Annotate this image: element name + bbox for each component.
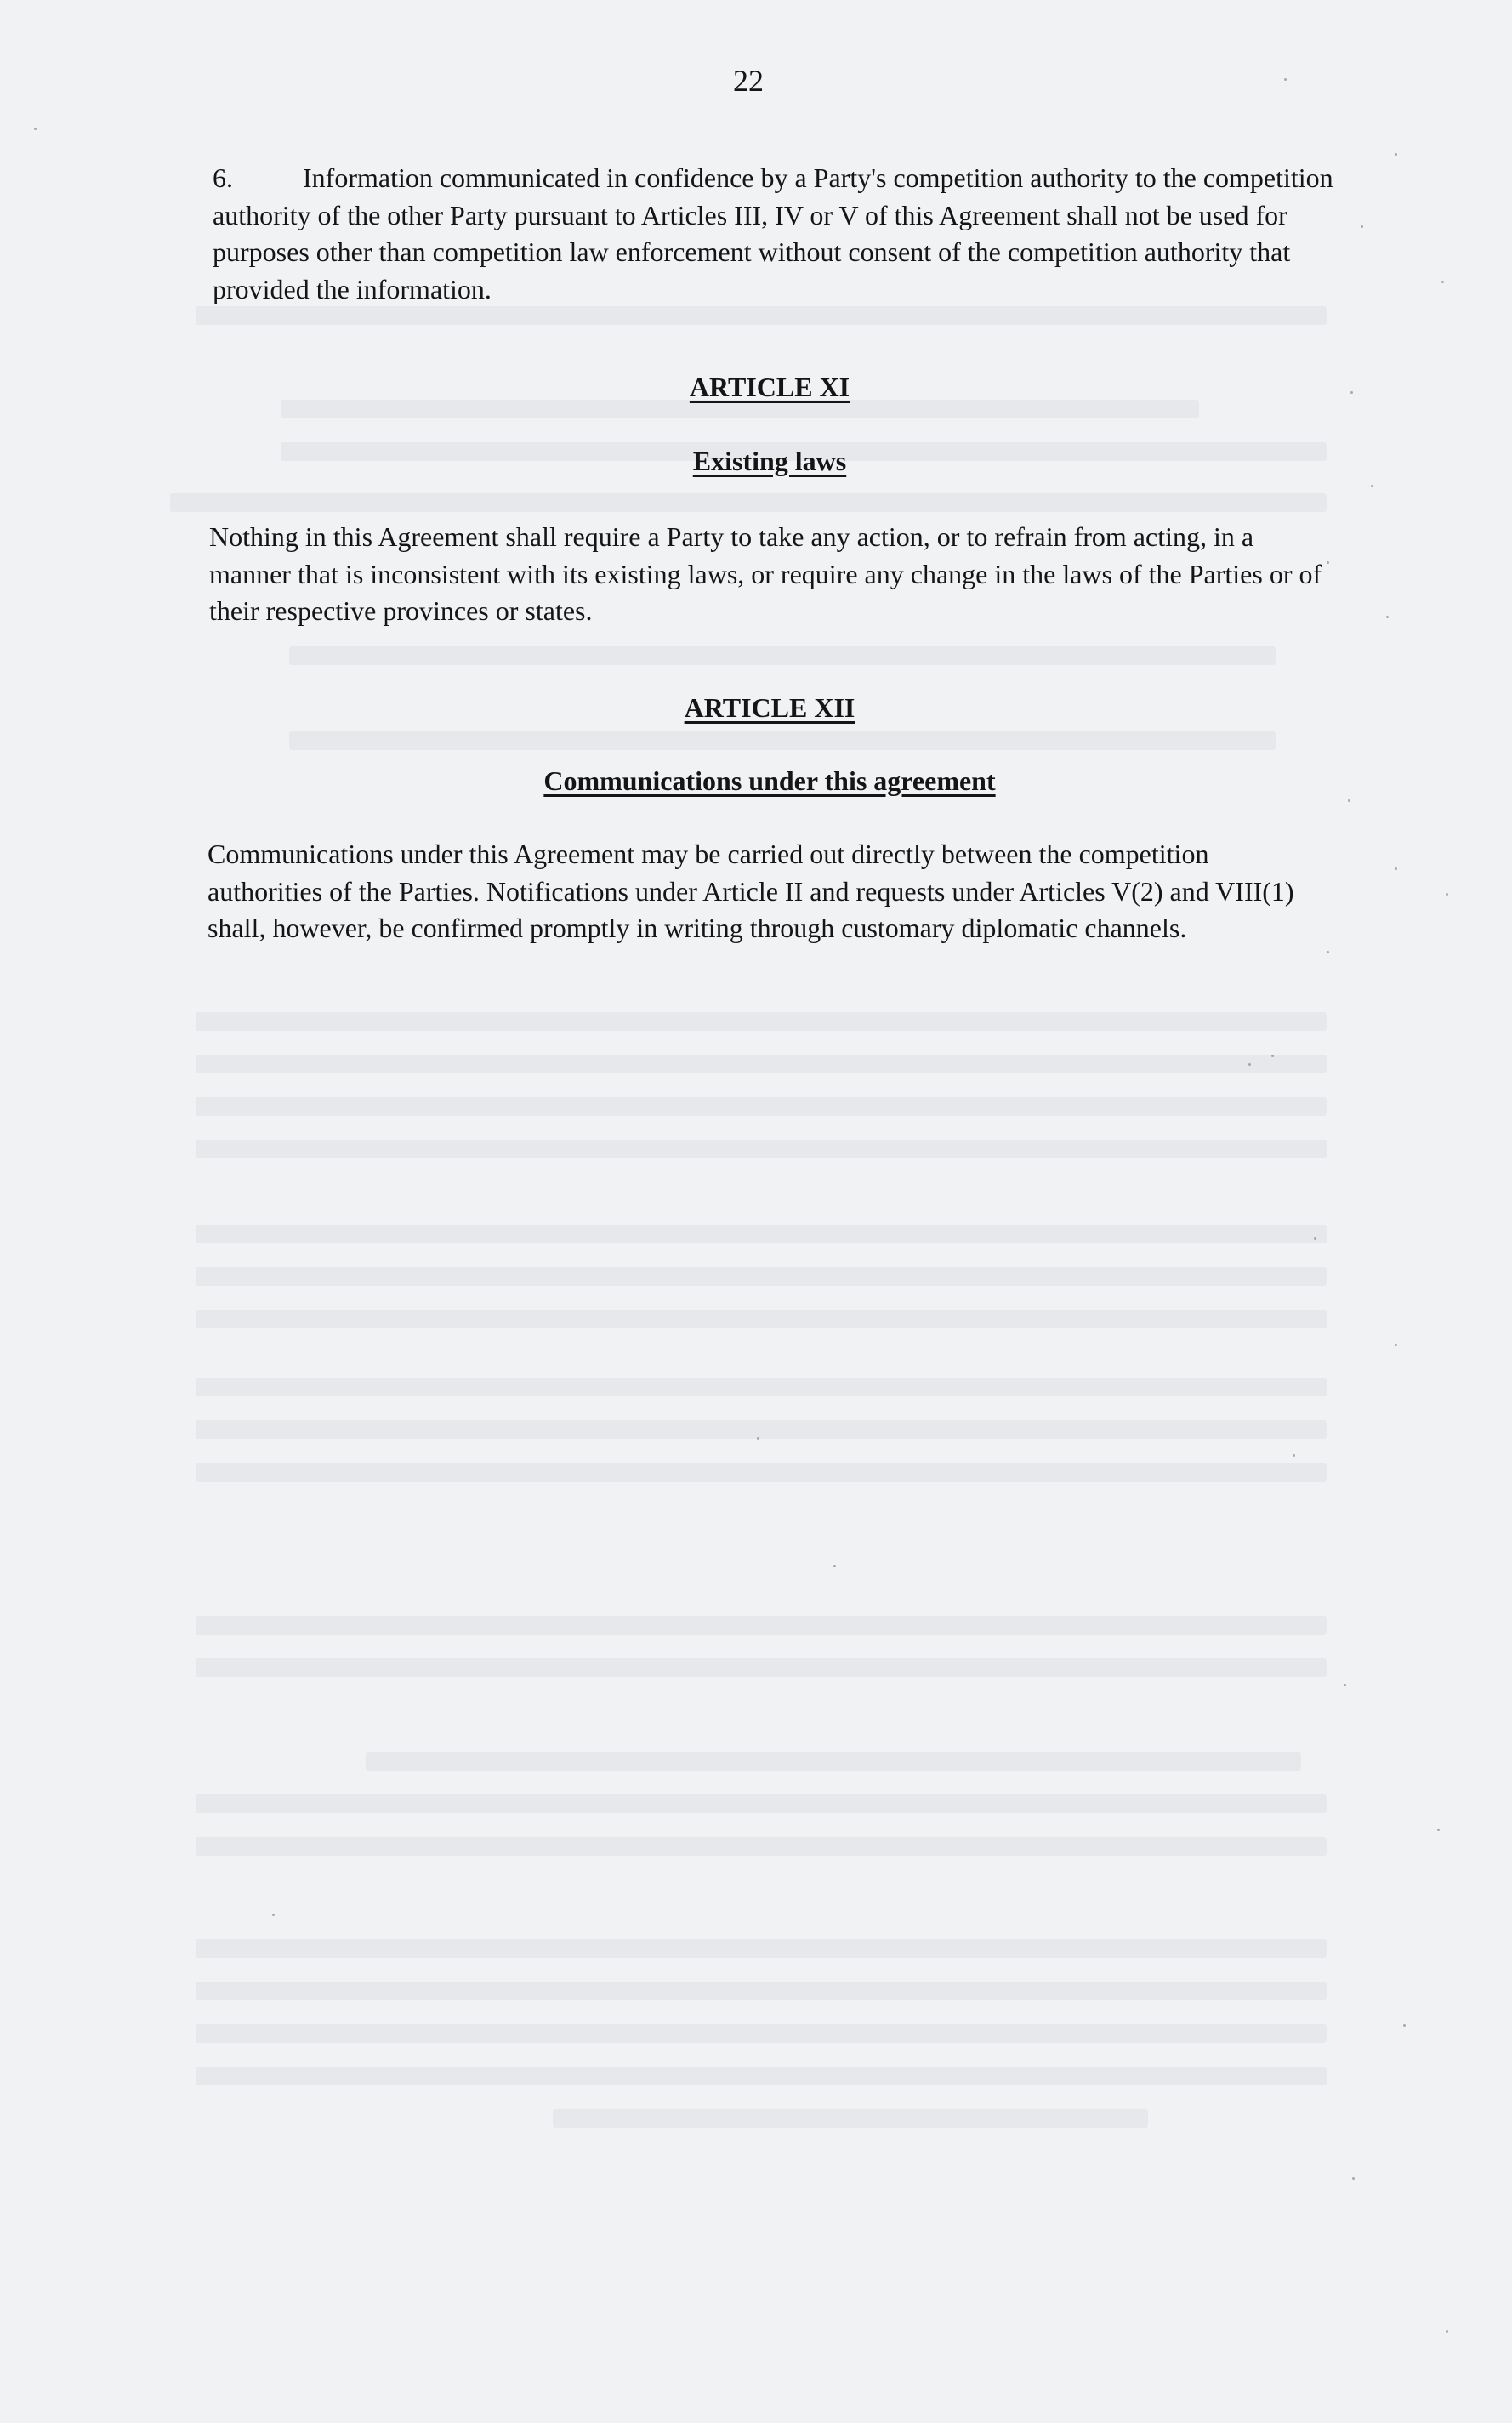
article-xi-subheading: Existing laws	[692, 446, 847, 476]
page-number: 22	[733, 64, 764, 98]
article-xii-subheading: Communications under this agreement	[543, 765, 996, 796]
article-xi-text: Nothing in this Agreement shall require a Party to take any action, or to refrain from acting, in a manner that is inconsistent with its existing laws, or require any change in the laws of the Parties or of their respective provinces or states.	[209, 521, 1322, 626]
article-xi-heading: ARTICLE XI	[689, 372, 850, 402]
paragraph-6	[213, 160, 1335, 308]
article-xii-heading: ARTICLE XII	[684, 692, 855, 723]
article-xii-text: Communications under this Agreement may be carried out directly between the competition authorities of the Parties. Notifications under Article II and requests under Articles V(2) and VIII(1) shall, however, be confirmed promptly in writing through customary diplomatic channels.	[207, 839, 1294, 943]
paragraph-number: 6.	[213, 162, 233, 193]
paragraph-6-text: Information communicated in confidence by a Party's competition authority to the competition authority of the other Party pursuant to Articles III, IV or V of this Agreement shall not be used for purposes other than competition law enforcement without consent of the competition authority that provided the information.	[213, 162, 1333, 304]
